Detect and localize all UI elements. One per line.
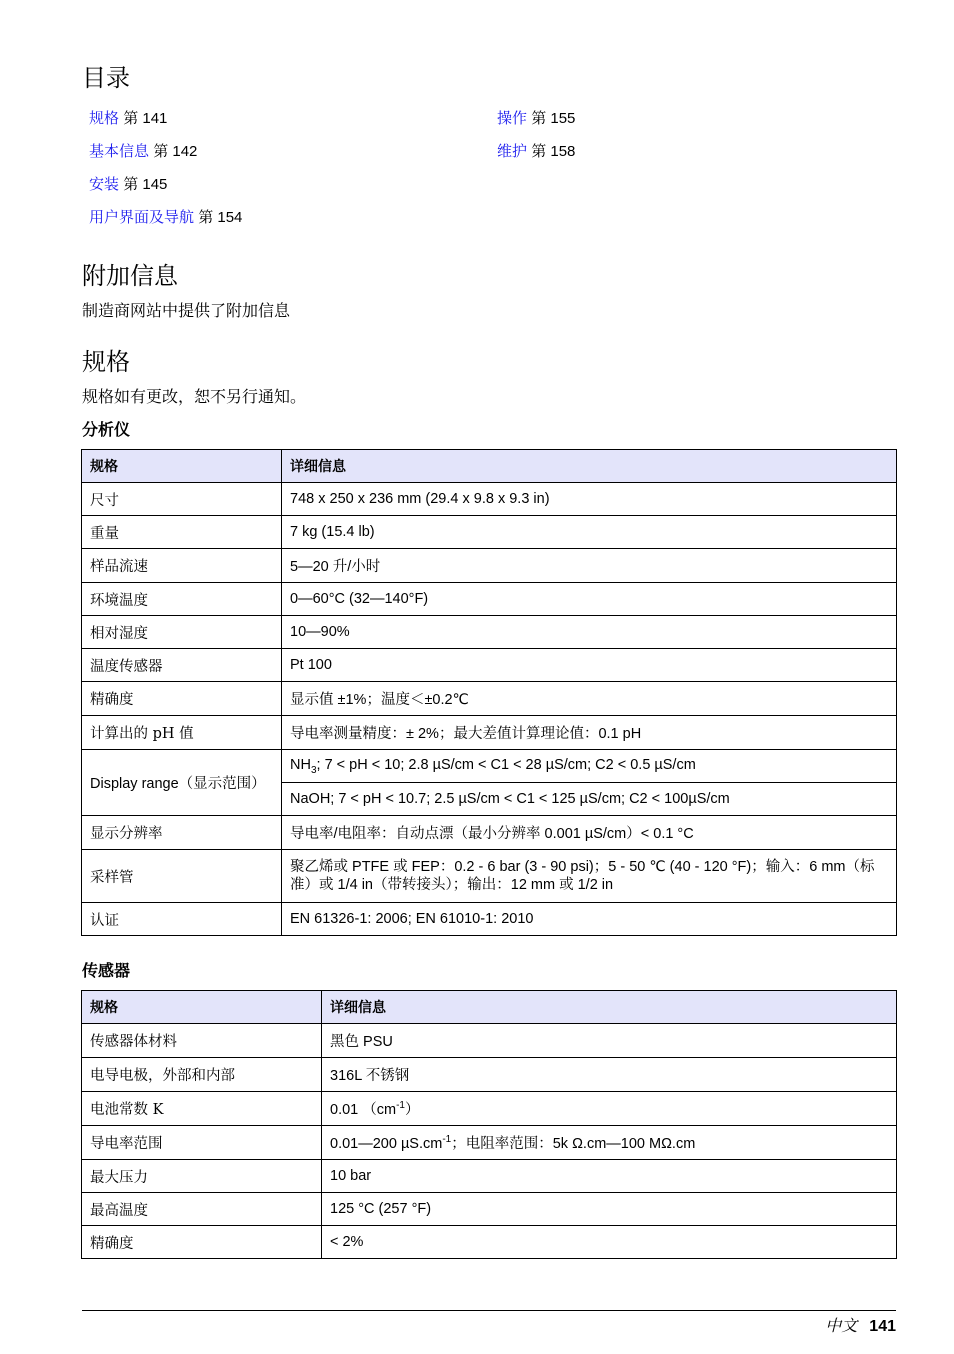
toc-item-operation[interactable]: 操作 第 155 — [497, 109, 576, 127]
spec-label: 电导电极，外部和内部 — [82, 1058, 322, 1092]
table-row — [82, 1126, 897, 1160]
toc-item-install[interactable]: 安装 第 145 — [89, 175, 168, 193]
spec-label: 重量 — [82, 516, 282, 549]
table-row — [82, 1160, 897, 1193]
spec-value: < 2% — [322, 1226, 897, 1259]
table-row — [82, 682, 897, 716]
spec-value: 0.01—200 $\mu S.cm^{-1}$；电阻率范围：5k Ω.cm—100 MΩ.cm — [322, 1126, 897, 1160]
column-header: 规格 — [82, 450, 282, 483]
spec-value: 316L 不锈钢 — [322, 1058, 897, 1092]
spec-label: 尺寸 — [82, 483, 282, 516]
table-row — [82, 750, 897, 783]
spec-value: 10 bar — [322, 1160, 897, 1193]
spec-label: 导电率范围 — [82, 1126, 322, 1160]
toc-title: 目录 — [82, 65, 130, 92]
spec-value: 聚乙烯或 PTFE 或 FEP：0.2 - 6 bar (3 - 90 psi)；5 - 50 ℃ (40 - 120 °F)；输入：6 mm（标准）或 1/4 in（带转接头）；输出：12 mm 或 1/2 in — [282, 850, 897, 903]
spec-label: 温度传感器 — [82, 649, 282, 682]
spec-label: 精确度 — [82, 682, 282, 716]
toc-left-column — [89, 108, 242, 240]
table-row — [82, 483, 897, 516]
spec-label: 相对湿度 — [82, 616, 282, 649]
spec-label: 最大压力 — [82, 1160, 322, 1193]
spec-value: EN 61326-1: 2006; EN 61010-1: 2010 — [282, 903, 897, 936]
spec-value: 导电率测量精度：± 2%；最大差值计算理论值：0.1 pH — [282, 716, 897, 750]
table-row — [82, 649, 897, 682]
table-row — [82, 549, 897, 583]
table-row — [82, 583, 897, 616]
spec-value: 0—60°C (32—140°F) — [282, 583, 897, 616]
spec-value: 显示值 ±1%；温度＜±0.2℃ — [282, 682, 897, 716]
table-row — [82, 1193, 897, 1226]
spec-label: Display range（显示范围） — [82, 750, 282, 816]
additional-info-title: 附加信息 — [82, 263, 178, 290]
analyzer-table — [81, 449, 897, 936]
spec-value: 导电率/电阻率：自动点漂（最小分辨率 0.001 µS/cm）< 0.1 °C — [282, 816, 897, 850]
table-row — [82, 850, 897, 903]
table-row — [82, 816, 897, 850]
spec-label: 采样管 — [82, 850, 282, 903]
spec-value-naoh: NaOH; 7 < pH < 10.7; 2.5 µS/cm < C1 < 125 µS/cm; C2 < 100µS/cm — [282, 783, 897, 816]
table-row — [82, 1024, 897, 1058]
sensor-title: 传感器 — [82, 963, 131, 980]
specs-note: 规格如有更改，恕不另行通知。 — [82, 387, 307, 406]
table-row — [82, 616, 897, 649]
page-number: 141 — [869, 1318, 896, 1335]
sensor-table — [81, 990, 897, 1259]
spec-label: 样品流速 — [82, 549, 282, 583]
column-header: 详细信息 — [322, 991, 897, 1024]
spec-value: 10—90% — [282, 616, 897, 649]
spec-label: 认证 — [82, 903, 282, 936]
spec-value: 5—20 升/小时 — [282, 549, 897, 583]
spec-value: Pt 100 — [282, 649, 897, 682]
table-row — [82, 903, 897, 936]
spec-value: 0.01 $(cm^{-1})$ — [322, 1092, 897, 1126]
additional-info-text: 制造商网站中提供了附加信息 — [82, 301, 291, 320]
spec-value: 748 x 250 x 236 mm (29.4 x 9.8 x 9.3 in) — [282, 483, 897, 516]
spec-value: 黑色 PSU — [322, 1024, 897, 1058]
spec-value: 125 °C (257 °F) — [322, 1193, 897, 1226]
table-row — [82, 516, 897, 549]
spec-value-nh3: $NH_3$; 7 < pH < 10; 2.8 µS/cm < C1 < 28 µS/cm; C2 < 0.5 µS/cm — [282, 750, 897, 783]
toc-item-maintenance[interactable]: 维护 第 158 — [497, 142, 576, 160]
footer-divider — [82, 1310, 896, 1311]
toc-item-ui-nav[interactable]: 用户界面及导航 第 154 — [89, 208, 243, 226]
table-row — [82, 1226, 897, 1259]
table-row — [82, 1058, 897, 1092]
spec-label: 电池常数 K — [82, 1092, 322, 1126]
spec-label: 最高温度 — [82, 1193, 322, 1226]
analyzer-title: 分析仪 — [82, 422, 131, 439]
spec-label: 精确度 — [82, 1226, 322, 1259]
table-row — [82, 1092, 897, 1126]
spec-value: 7 kg (15.4 lb) — [282, 516, 897, 549]
toc-item-specs[interactable]: 规格 第 141 — [89, 109, 168, 127]
spec-label: 传感器体材料 — [82, 1024, 322, 1058]
table-row — [82, 716, 897, 750]
column-header: 规格 — [82, 991, 322, 1024]
spec-label: 环境温度 — [82, 583, 282, 616]
footer-language: 中文 — [825, 1316, 858, 1335]
column-header: 详细信息 — [282, 450, 897, 483]
toc-item-general[interactable]: 基本信息 第 142 — [89, 142, 198, 160]
spec-label: 显示分辨率 — [82, 816, 282, 850]
table-header-row — [82, 450, 897, 483]
toc-right-column — [497, 108, 575, 174]
table-header-row — [82, 991, 897, 1024]
specs-title: 规格 — [82, 349, 130, 376]
page-footer — [825, 1313, 896, 1336]
spec-label: 计算出的 pH 值 — [82, 716, 282, 750]
